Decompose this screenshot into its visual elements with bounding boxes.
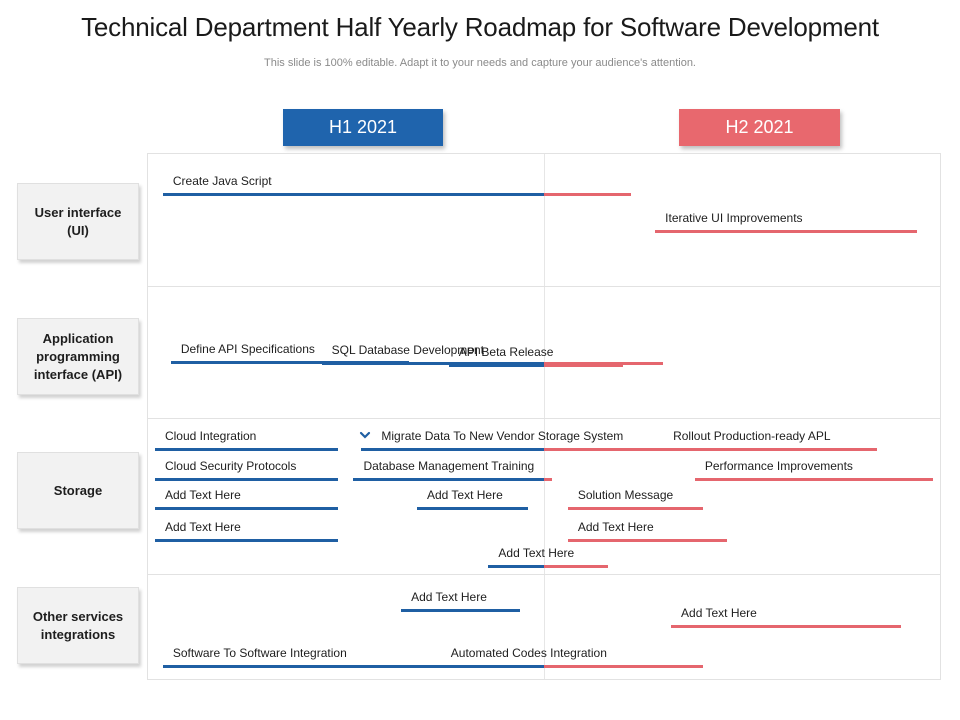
task-item [671, 604, 901, 628]
task-label: Add Text Here [498, 546, 575, 560]
task-bar-h2 [655, 230, 917, 233]
task-item [163, 172, 631, 196]
task-item [568, 486, 703, 510]
task-label: Add Text Here [164, 520, 241, 534]
half-header-label: H1 2021 [328, 117, 398, 137]
task-label: Database Management Training [363, 459, 535, 473]
page-title: Technical Department Half Yearly Roadmap for Software Development [81, 12, 879, 42]
row-label-text: Application programming interface (API) [33, 330, 123, 382]
half-header-h2 [679, 109, 840, 146]
task-label: Cloud Security Protocols [164, 459, 297, 473]
task-label: SQL Database Development [331, 343, 484, 357]
task-label: API Beta Release [458, 345, 554, 359]
task-bar-h1 [163, 193, 544, 196]
task-label: Solution Message [577, 488, 674, 502]
row-divider [148, 286, 940, 287]
row-label-text: Other services integrations [32, 608, 124, 642]
task-item [361, 427, 671, 451]
task-bar-h2 [544, 478, 552, 481]
row-label-ui [17, 183, 139, 260]
task-bar-h2 [671, 625, 901, 628]
task-label: Add Text Here [426, 488, 503, 502]
task-label: Automated Codes Integration [450, 646, 607, 660]
page-subtitle: This slide is 100% editable. Adapt it to your needs and capture your audience's attention. [264, 57, 696, 69]
row-divider [148, 574, 940, 575]
task-bar-h2 [544, 565, 608, 568]
task-item [568, 518, 727, 542]
task-label: Define API Specifications [180, 342, 315, 356]
task-item [155, 427, 338, 451]
task-bar-h1 [171, 361, 409, 364]
half-header-label: H2 2021 [725, 117, 794, 137]
task-label: Performance Improvements [704, 459, 853, 473]
task-item [155, 457, 338, 481]
task-label: Add Text Here [681, 606, 757, 620]
task-bar-h1 [417, 507, 528, 510]
task-item [155, 486, 338, 510]
task-bar-h1 [449, 364, 544, 367]
task-bar-h1 [163, 665, 441, 668]
task-bar-h2 [568, 507, 703, 510]
task-item [155, 518, 338, 542]
task-bar-h1 [401, 609, 520, 612]
task-item [401, 588, 520, 612]
task-label: Add Text Here [164, 488, 241, 502]
task-bar-h1 [361, 448, 544, 451]
task-bar-h2 [544, 364, 623, 367]
task-bar-h1 [155, 478, 338, 481]
task-bar-h2 [568, 539, 727, 542]
row-label-text: User interface (UI) [34, 204, 122, 238]
row-label-text: Storage [53, 482, 103, 498]
row-label-other-services [17, 587, 139, 664]
task-label: Migrate Data To New Vendor Storage System [381, 429, 624, 443]
row-divider [148, 418, 940, 419]
task-label: Add Text Here [577, 520, 654, 534]
task-label: Add Text Here [411, 590, 487, 604]
task-bar-h1 [441, 665, 544, 668]
task-item [417, 486, 528, 510]
task-bar-h1 [155, 507, 338, 510]
task-item [655, 209, 917, 233]
half-divider [544, 154, 545, 679]
task-bar-h1 [488, 565, 544, 568]
task-label: Rollout Production-ready APL [673, 429, 831, 443]
task-bar-h2 [695, 478, 933, 481]
task-bar-h1 [155, 539, 338, 542]
task-bar-h2 [544, 193, 631, 196]
row-label-storage [17, 452, 139, 529]
row-label-api [17, 318, 139, 395]
task-item [171, 340, 409, 364]
task-bar-h1 [155, 448, 338, 451]
task-bar-h1 [353, 478, 544, 481]
task-label: Create Java Script [172, 174, 272, 188]
task-label: Cloud Integration [164, 429, 257, 443]
task-item [163, 644, 441, 668]
task-item [695, 457, 933, 481]
task-label: Iterative UI Improvements [665, 211, 803, 225]
task-item [663, 427, 877, 451]
task-item [488, 544, 607, 568]
half-header-h1 [283, 109, 443, 146]
task-bar-h2 [544, 448, 671, 451]
task-item [353, 457, 552, 481]
task-item [441, 644, 703, 668]
task-bar-h2 [663, 448, 877, 451]
task-bar-h2 [544, 665, 703, 668]
task-item [449, 343, 624, 367]
task-label: Software To Software Integration [172, 646, 347, 660]
